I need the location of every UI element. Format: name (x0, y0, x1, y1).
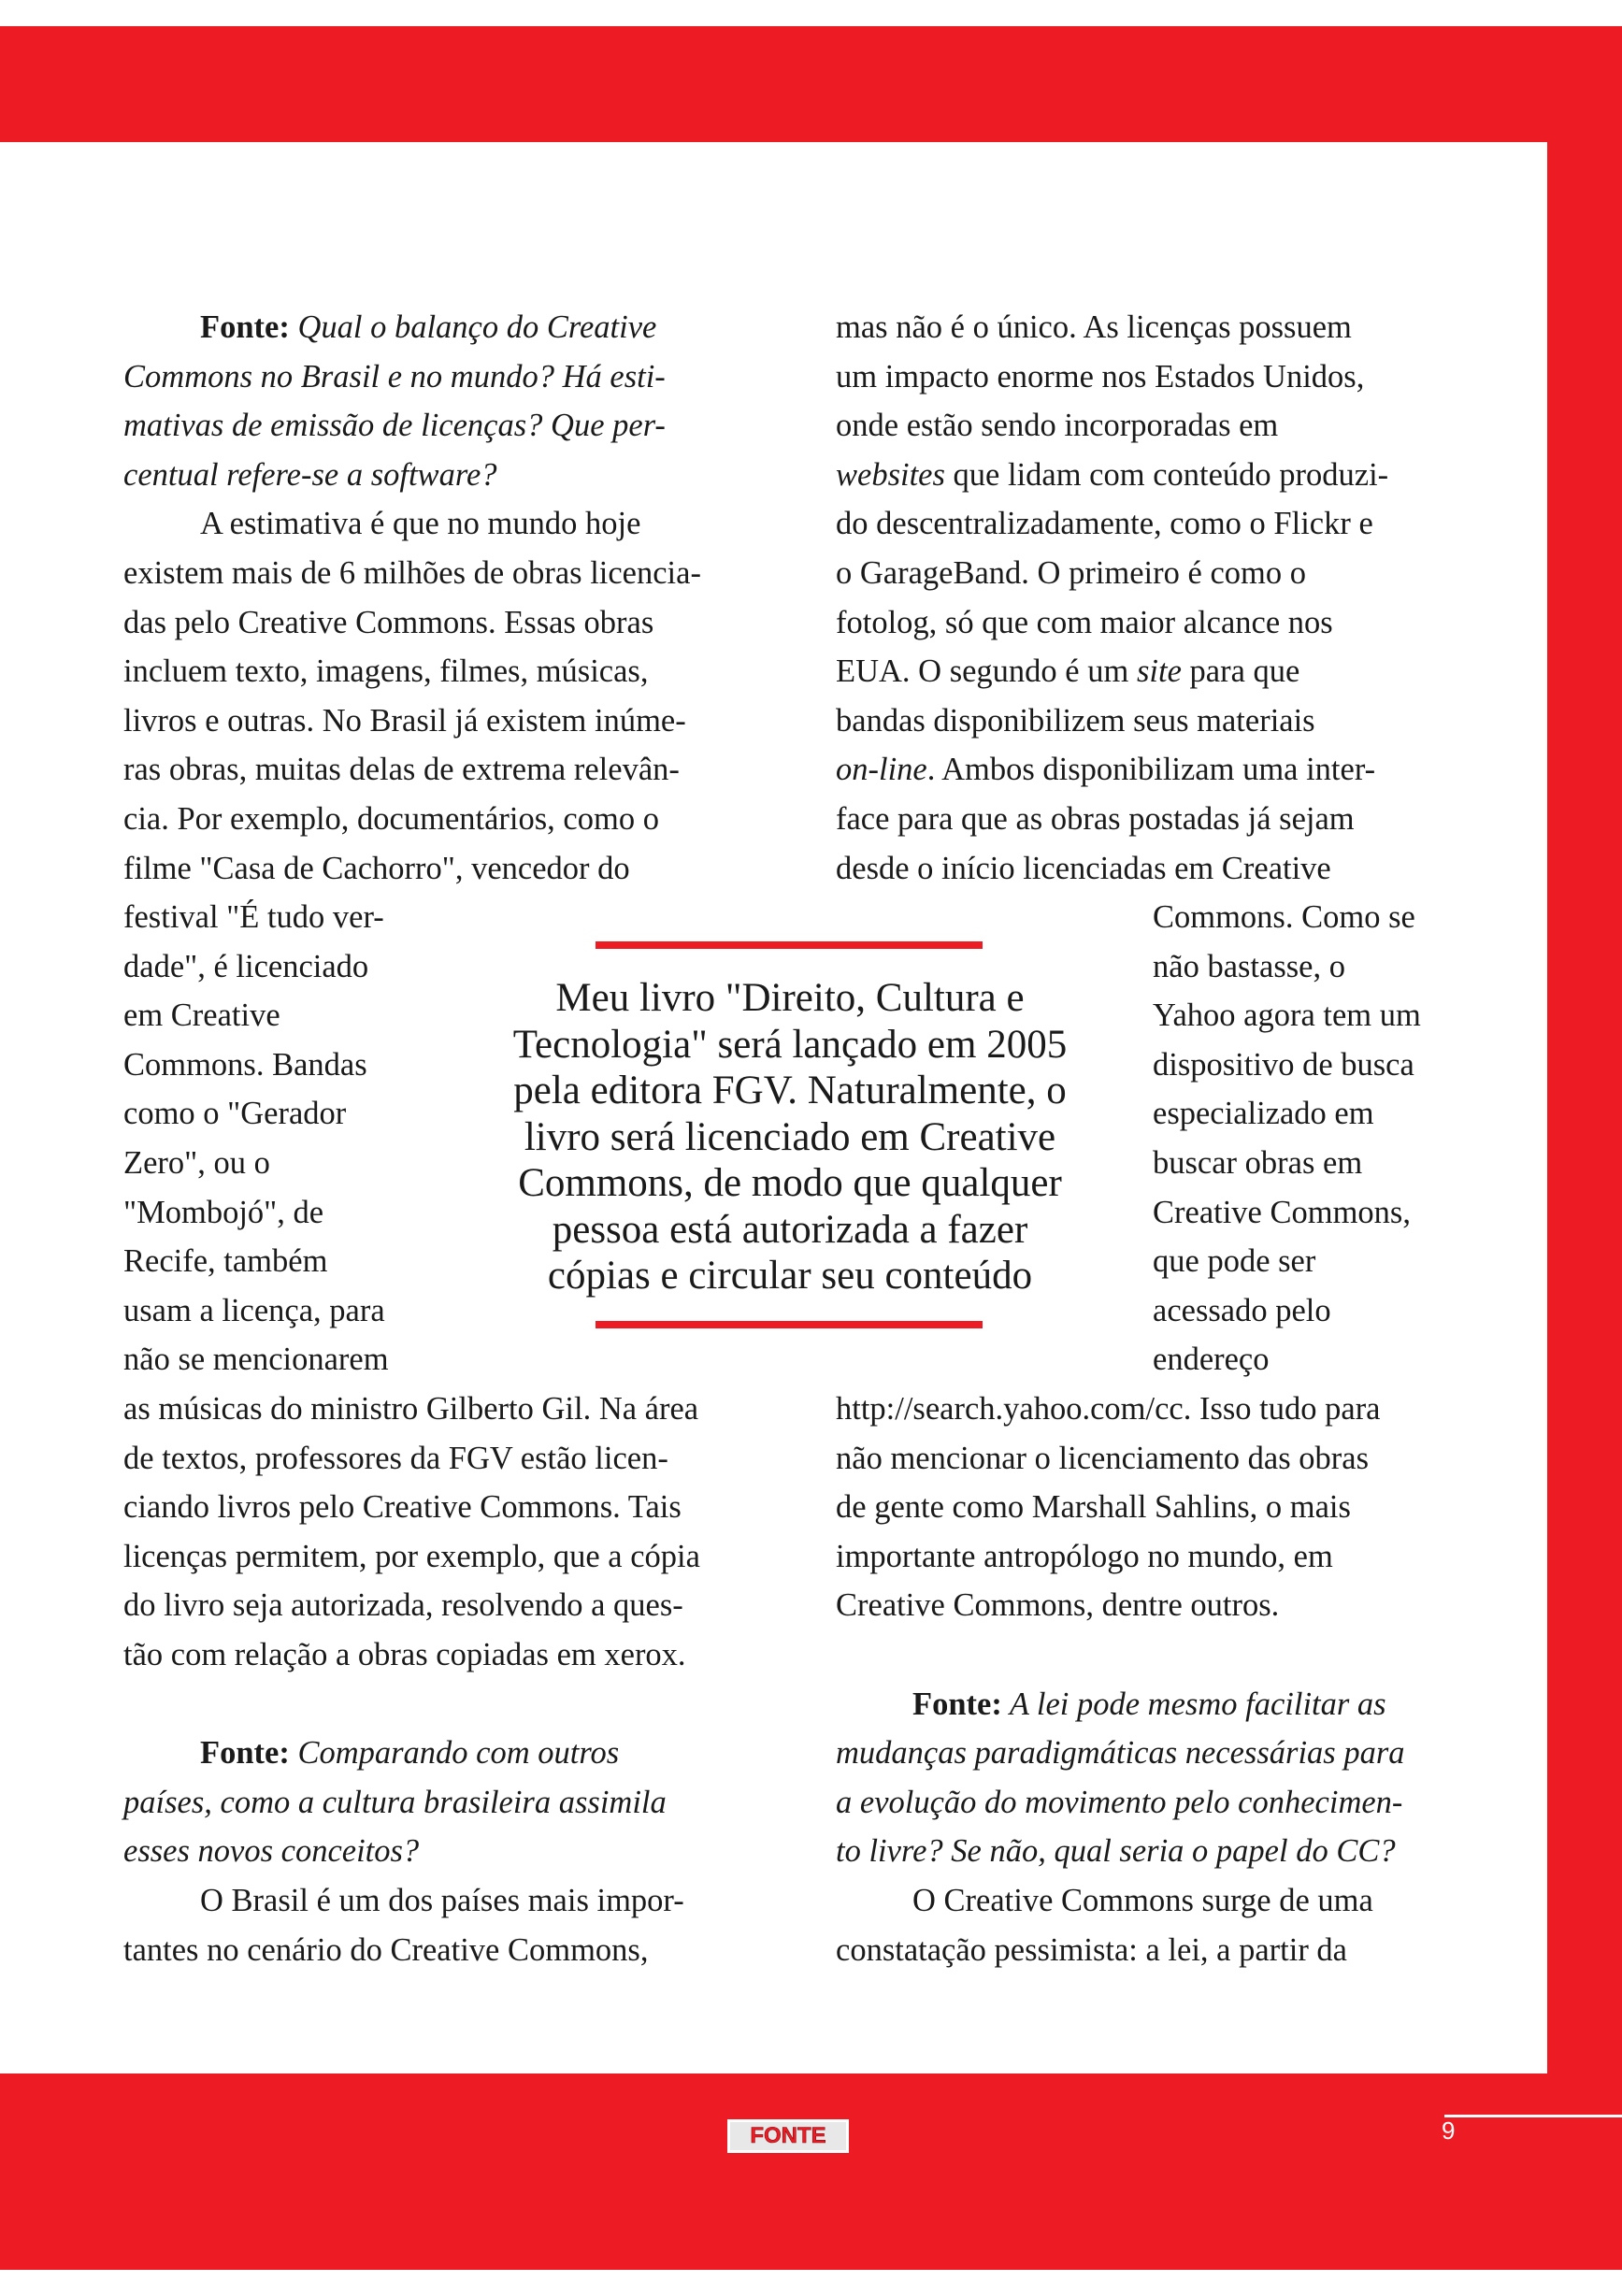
answer-3: O Creative Commons surge de uma constatação pessimista: a lei, a partir da (836, 1882, 1373, 1968)
answer-1-tail: as músicas do ministro Gilberto Gil. Na área de textos, professores da FGV estão licen- ciando livros pelo Creative Commons. Tais licenças permitem, por exemplo, que a cópia do livro seja autorizada, resolvendo a ques- tão com relação a obras copiadas em xerox. (123, 1391, 700, 1672)
right-column-wrap: Commons. Como se não bastasse, o Yahoo agora tem um dispositivo de busca especializado em buscar obras em Creative Commons, que pode ser acessado pelo endereço (1153, 899, 1421, 1378)
page-number: 9 (1442, 2117, 1456, 2145)
question-label: Fonte: (200, 309, 290, 345)
question-2: Fonte: Comparando com outros países, como a cultura brasileira assimila esses novos conceitos? (123, 1735, 667, 1870)
fonte-logo: FONTE (727, 2119, 849, 2153)
bottom-red-band (0, 2074, 1622, 2270)
answer-2-continued: http://search.yahoo.com/cc. Isso tudo para não mencionar o licenciamento das obras de gente como Marshall Sahlins, o mais importante antropólogo no mundo, em Creative Commons, dentre outros. (836, 1391, 1381, 1624)
question-3: Fonte: A lei pode mesmo facilitar as mudanças paradigmáticas necessárias para a evolução do movimento pelo conhecimen- to livre? Se não, qual seria o papel do CC? (836, 1686, 1405, 1870)
pull-quote-bottom-rule (596, 1321, 983, 1328)
pull-quote: Meu livro "Direito, Cultura e Tecnologia" será lançado em 2005 pela editora FGV. Naturalmente, o livro será licenciado em Creative Commons, de modo que qualquer pessoa está autorizada a fazer cópias e circular seu conteúdo (512, 976, 1068, 1298)
left-column-wrap: festival "É tudo ver- dade", é licenciado em Creative Commons. Bandas como o "Gerador Zero", ou o "Mombojó", de Recife, também usam a licença, para não se mencionarem (123, 899, 389, 1378)
right-column: mas não é o único. As licenças possuem um impacto enorme nos Estados Unidos, onde estão sendo incorporadas em websites que lidam com conteúdo produzi- do descentralizadamente, como o Flickr e o GarageBand. O primeiro é como o fotolog, só que com maior alcance nos EUA. O segundo é um site para que bandas disponibilizem seus materiais on-line. Ambos disponibilizam uma inter- face para que as obras postadas já sejam desde o início licenciadas em Creative (836, 309, 1389, 886)
answer-1: A estimativa é que no mundo hoje existem mais de 6 milhões de obras licencia- das pelo Creative Commons. Essas obras incluem texto, imagens, filmes, músicas, livros e outras. No Brasil já existem inúme- ras obras, muitas delas de extrema relevân- cia. Por exemplo, documentários, como o filme "Casa de Cachorro", vencedor do (123, 506, 701, 886)
question-1: Fonte: Qual o balanço do Creative Commons no Brasil e no mundo? Há esti- mativas de emissão de licenças? Que per- centual refere-se a software? (123, 309, 666, 493)
question-label: Fonte: (200, 1735, 290, 1772)
answer-2: O Brasil é um dos países mais impor- tantes no cenário do Creative Commons, (123, 1882, 684, 1968)
top-red-band (0, 26, 1622, 142)
right-red-band (1547, 26, 1622, 2270)
question-label: Fonte: (912, 1686, 1002, 1722)
pull-quote-top-rule (596, 941, 983, 949)
page-number-rule (1444, 2115, 1622, 2117)
left-column-lower (123, 1385, 750, 1974)
right-column-lower (836, 1385, 1462, 1974)
left-column (123, 303, 750, 893)
